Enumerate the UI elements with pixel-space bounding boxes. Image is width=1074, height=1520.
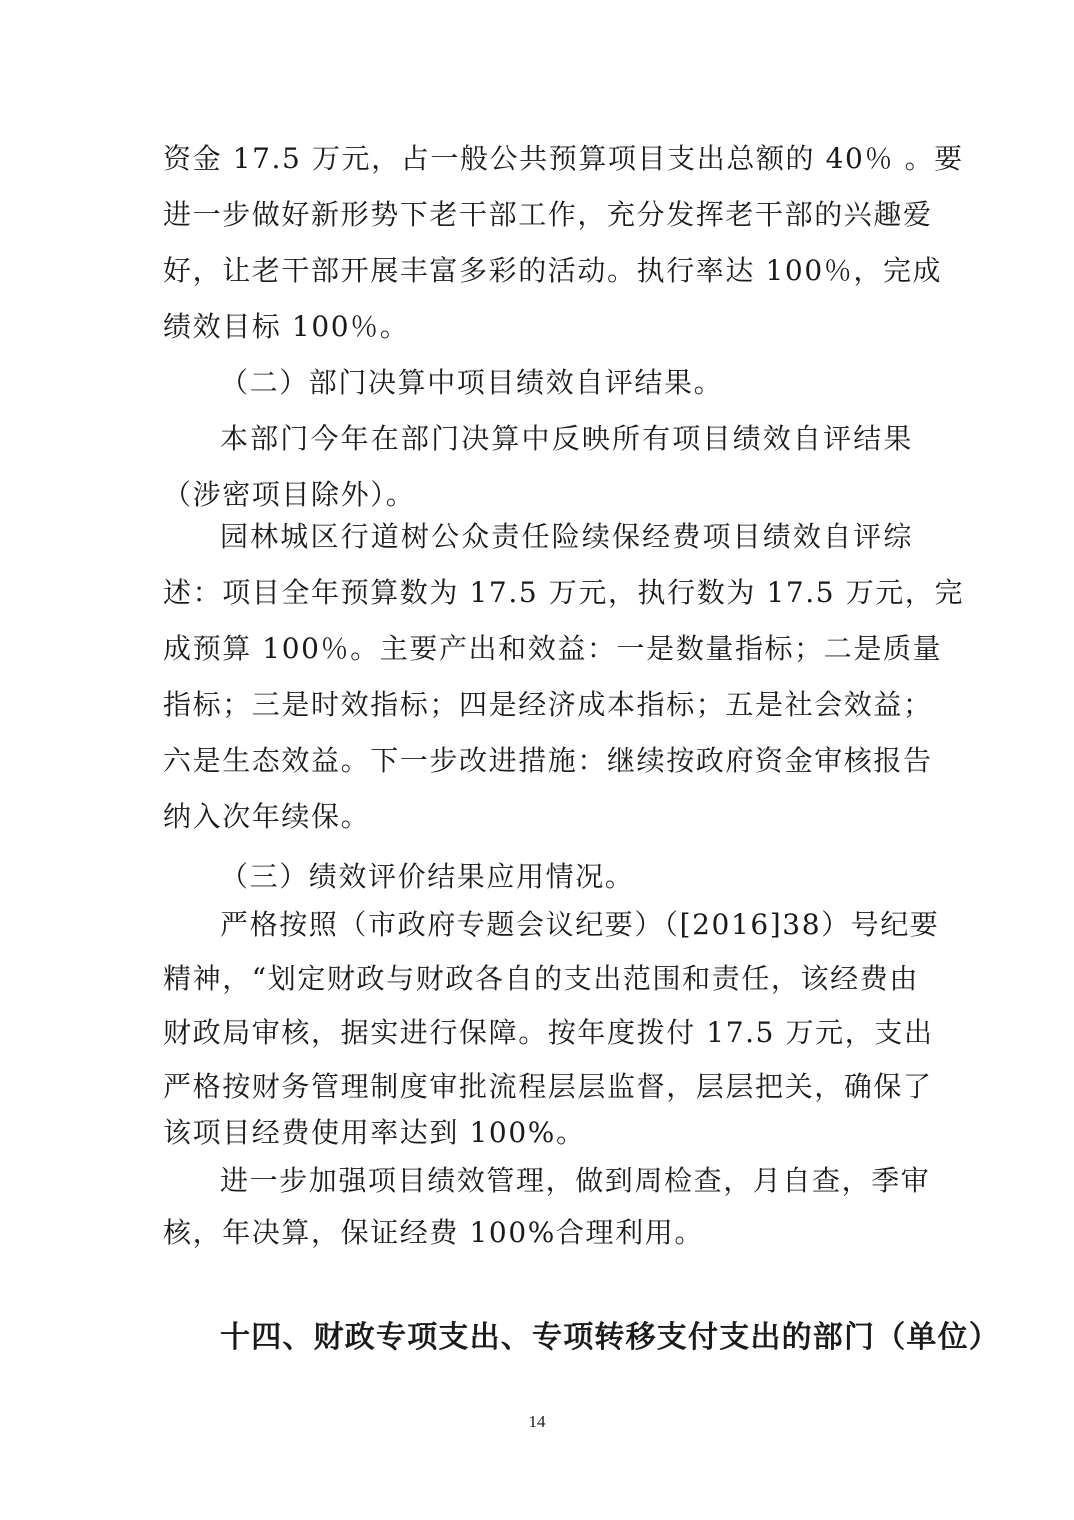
body-text-line: 严格按照（市政府专题会议纪要）（[2016]38）号纪要 [220,908,940,941]
body-text-line: 精神，“划定财政与财政各自的支出范围和责任，该经费由 [163,962,919,995]
body-text-line: 好，让老干部开展丰富多彩的活动。执行率达 100％，完成 [163,254,943,287]
body-text-line: 进一步做好新形势下老干部工作，充分发挥老干部的兴趣爱 [163,198,933,231]
subsection-title: （三）绩效评价结果应用情况。 [220,860,635,893]
body-text-line: 绩效目标 100％。 [163,310,410,343]
body-text-line: 指标；三是时效指标；四是经济成本指标；五是社会效益； [163,688,933,721]
body-text-line: 严格按财务管理制度审批流程层层监督，层层把关，确保了 [163,1070,933,1103]
section-heading: 十四、财政专项支出、专项转移支付支出的部门（单位） [220,1320,1000,1355]
body-text-line: 纳入次年续保。 [163,800,371,833]
body-text-line: 进一步加强项目绩效管理，做到周检查，月自查，季审 [220,1164,931,1197]
subsection-title: （二）部门决算中项目绩效自评结果。 [220,366,724,399]
body-text-line: 述：项目全年预算数为 17.5 万元，执行数为 17.5 万元，完 [163,576,965,609]
body-text-line: 成预算 100％。主要产出和效益：一是数量指标；二是质量 [163,632,943,665]
body-text-line: 六是生态效益。下一步改进措施：继续按政府资金审核报告 [163,744,933,777]
body-text-line: （涉密项目除外）。 [163,478,416,511]
body-text-line: 资金 17.5 万元，占一般公共预算项目支出总额的 40％ 。要 [163,142,964,175]
body-text-line: 核，年决算，保证经费 100%合理利用。 [163,1216,704,1249]
page-number: 14 [528,1412,546,1431]
body-text-line: 园林城区行道树公众责任险续保经费项目绩效自评综 [220,520,913,553]
body-text-line: 本部门今年在部门决算中反映所有项目绩效自评结果 [220,422,913,455]
body-text-line: 该项目经费使用率达到 100%。 [163,1116,586,1149]
body-text-line: 财政局审核，据实进行保障。按年度拨付 17.5 万元，支出 [163,1016,934,1049]
